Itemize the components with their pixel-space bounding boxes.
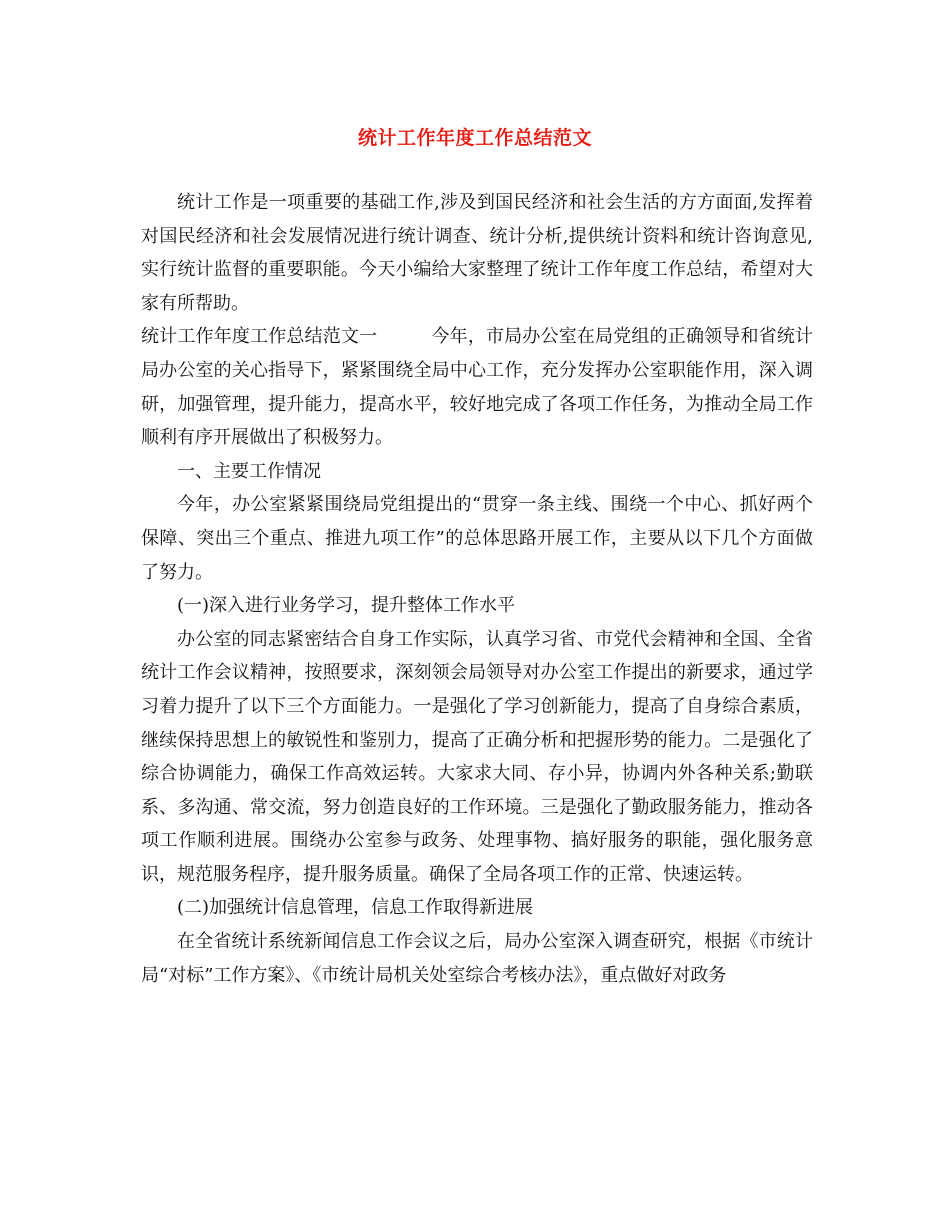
sample-paragraph [141, 320, 813, 454]
subsection-1-heading: (一)深入进行业务学习，提升整体工作水平 [177, 595, 516, 617]
document-body [141, 186, 813, 992]
subsection-2-heading: (二)加强统计信息管理，信息工作取得新进展 [177, 897, 534, 919]
document-title: 统计工作年度工作总结范文 [357, 127, 592, 149]
sample-opening-text: 今年，市局办公室在局党组的正确领导和省统计局办公室的关心指导下，紧紧围绕全局中心工作，充分发挥办公室职能作用，深入调研，加强管理，提升能力，提高水平，较好地完成了各项工作任务，为推动全局工作顺利有序开展做出了积极努力。 [141, 326, 814, 449]
section-1-heading: 一、主要工作情况 [177, 460, 321, 482]
section-1-paragraph: 今年，办公室紧紧围绕局党组提出的“贯穿一条主线、围绕一个中心、抓好两个保障、突出三个重点、推进九项工作”的总体思路开展工作，主要从以下几个方面做了努力。 [141, 494, 813, 583]
subsection-1-paragraph: 办公室的同志紧密结合自身工作实际，认真学习省、市党代会精神和全国、全省统计工作会议精神，按照要求，深刻领会局领导对办公室工作提出的新要求，通过学习着力提升了以下三个方面能力。一是强化了学习创新能力，提高了自身综合素质，继续保持思想上的敏锐性和鉴别力，提高了正确分析和把握形势的能力。二是强化了综合协调能力，确保工作高效运转。大家求大同、存小异，协调内外各种关系;勤联系、多沟通、常交流，努力创造良好的工作环境。三是强化了勤政服务能力，推动各项工作顺利进展。围绕办公室参与政务、处理事物、搞好服务的职能，强化服务意识，规范服务程序，提升服务质量。确保了全局各项工作的正常、快速运转。 [141, 628, 813, 885]
sample-heading: 统计工作年度工作总结范文一 [141, 326, 378, 348]
subsection-2-paragraph: 在全省统计系统新闻信息工作会议之后，局办公室深入调查研究，根据《市统计局“对标”工作方案》、《市统计局机关处室综合考核办法》，重点做好对政务 [141, 931, 813, 986]
intro-paragraph: 统计工作是一项重要的基础工作,涉及到国民经济和社会生活的方方面面,发挥着对国民经济和社会发展情况进行统计调查、统计分析,提供统计资料和统计咨询意见,实行统计监督的重要职能。今天小编给大家整理了统计工作年度工作总结，希望对大家有所帮助。 [141, 192, 813, 314]
